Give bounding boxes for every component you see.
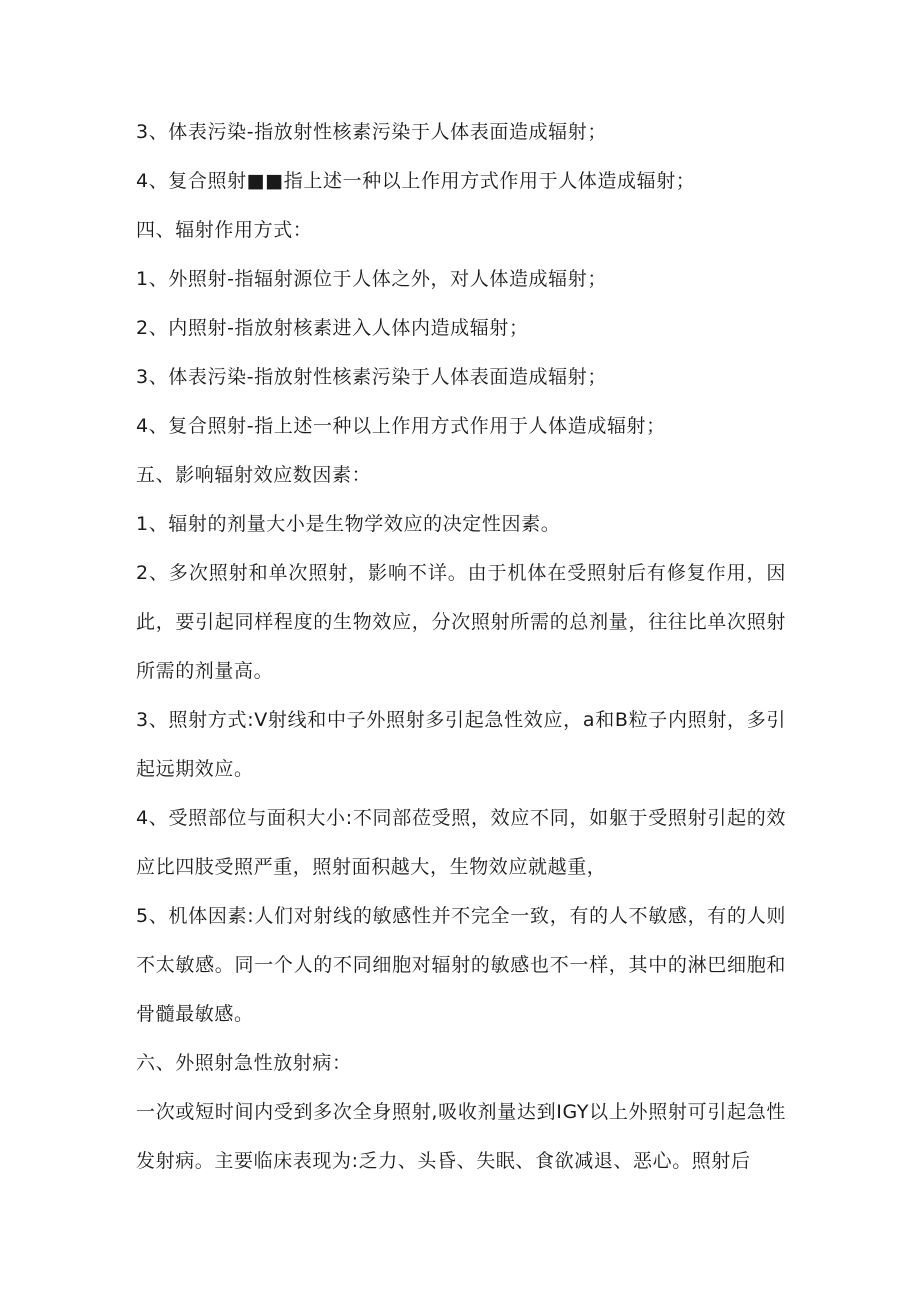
paragraph-item-2-internal-exposure: 2、内照射-指放射核素进入人体内造成辐射； (136, 317, 529, 339)
paragraph-item-4-combined-exposure-repeat: 4、复合照射-指上述一种以上作用方式作用于人体造成辐射； (136, 415, 666, 437)
section-heading-five: 五、影响辐射效应数因素： (136, 464, 372, 486)
document-body (136, 108, 786, 1186)
paragraph-acute-radiation-sickness: 一次或短时间内受到多次全身照射,吸收剂量达到IGY以上外照射可引起急性发射病。主要临床表现为:乏力、头昏、失眠、食欲减退、恶心。照射后 (136, 1101, 786, 1172)
paragraph-factor-3-exposure-mode: 3、照射方式:V射线和中子外照射多引起急性效应，a和B粒子内照射，多引起远期效应。 (136, 709, 786, 780)
paragraph-factor-5-individual: 5、机体因素:人们对射线的敏感性并不完全一致，有的人不敏感，有的人则不太敏感。同一个人的不同细胞对辐射的敏感也不一样，其中的淋巴细胞和骨髓最敏感。 (136, 905, 786, 1025)
paragraph-factor-1-dose: 1、辐射的剂量大小是生物学效应的决定性因素。 (136, 513, 561, 535)
paragraph-item-1-external-exposure: 1、外照射-指辐射源位于人体之外，对人体造成辐射； (136, 268, 607, 290)
paragraph-item-4-combined-exposure: 4、复合照射■■指上述一种以上作用方式作用于人体造成辐射； (136, 170, 696, 192)
paragraph-factor-4-exposed-area: 4、受照部位与面积大小:不同部莅受照，效应不同，如躯于受照射引起的效应比四肢受照严重，照射面积越大，生物效应就越重， (136, 807, 786, 878)
section-heading-four: 四、辐射作用方式： (136, 219, 313, 241)
paragraph-factor-2-repeated-exposure: 2、多次照射和单次照射，影响不详。由于机体在受照射后有修复作用，因此，要引起同样程度的生物效应，分次照射所需的总剂量，往往比单次照射所需的剂量高。 (136, 562, 786, 682)
paragraph-item-3-surface-contamination: 3、体表污染-指放射性核素污染于人体表面造成辐射； (136, 121, 607, 143)
section-heading-six: 六、外照射急性放射病： (136, 1052, 352, 1074)
paragraph-item-3-surface-contamination-repeat: 3、体表污染-指放射性核素污染于人体表面造成辐射； (136, 366, 607, 388)
